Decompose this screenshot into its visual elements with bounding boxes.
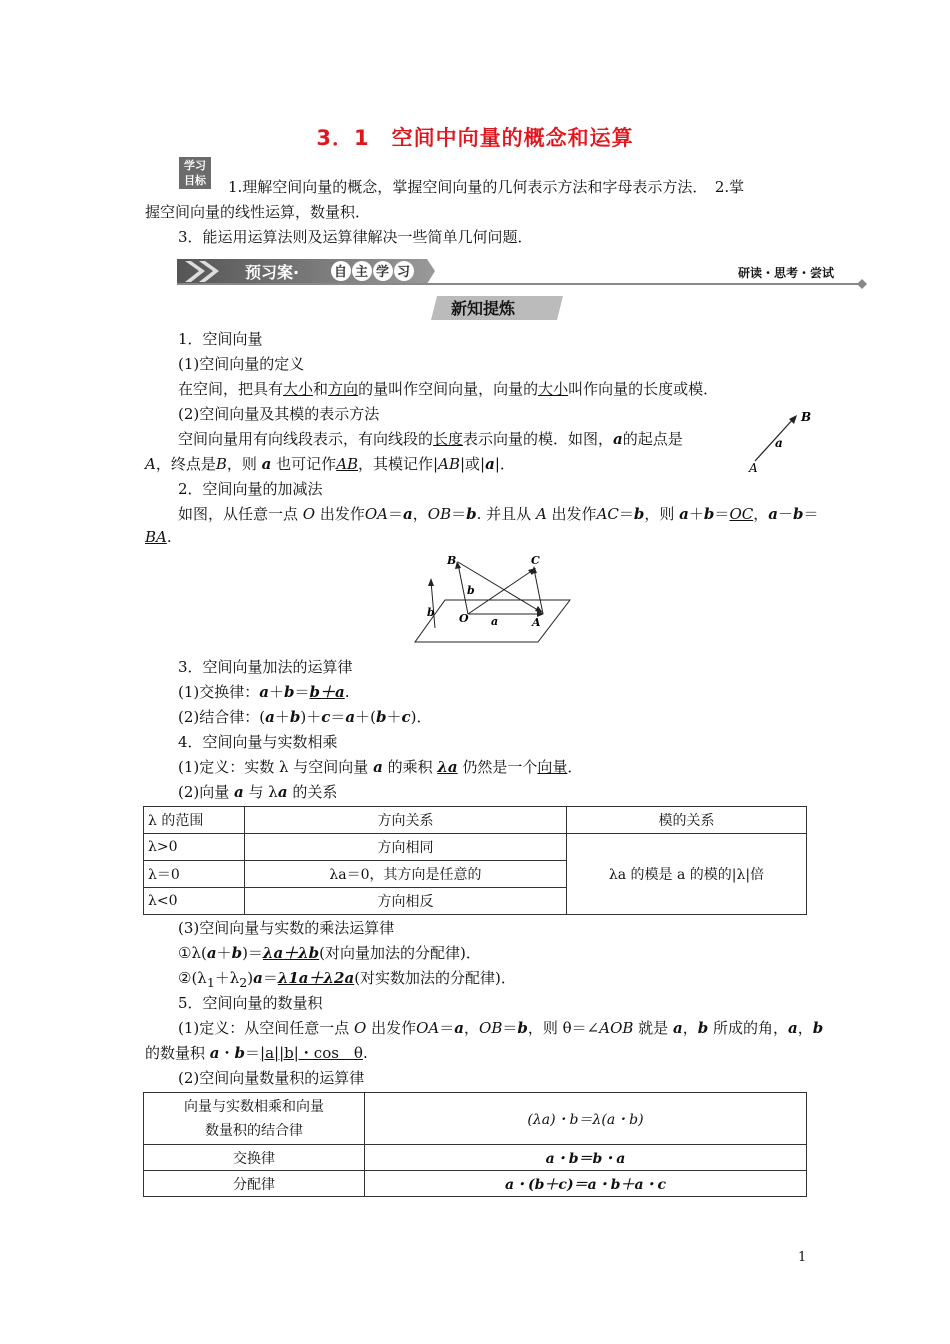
s4-definition: (1)定义：实数 λ 与空间向量 a 的乘积 λa 仍然是一个向量． bbox=[178, 758, 583, 776]
s2-line1: 如图，从任意一点 O 出发作OA＝a，OB＝b. 并且从 A 出发作AC＝b，则 a＋b＝OC，a－b＝ bbox=[178, 505, 819, 523]
s4-law-2: $②(\lambda_1+\lambda_2)a=\lambda 1a+\lambda 2a$(对实数加法的分配律)． bbox=[178, 969, 516, 990]
fig1-label-vec: a bbox=[775, 436, 783, 450]
fig2-label-vec-b2: b bbox=[427, 606, 435, 619]
s3-commutative: (1)交换律：a＋b＝b＋a. bbox=[178, 683, 350, 701]
s5-definition: (1)定义：从空间任意一点 O 出发作OA＝a，OB＝b，则 θ＝∠AOB 就是 a，b 所成的角，a，b bbox=[178, 1019, 824, 1037]
svg-text:习: 习 bbox=[397, 265, 411, 280]
merged-cell: λa 的模是 a 的模的|λ|倍 bbox=[567, 834, 807, 915]
fig2-label-o: O bbox=[459, 612, 469, 625]
s4-relation: (2)向量 a 与 λa 的关系 bbox=[178, 783, 338, 801]
s1-rep1: 空间向量用有向线段表示，有向线段的长度表示向量的模．如图，a的起点是 bbox=[178, 430, 683, 448]
rule-end-diamond-icon bbox=[857, 279, 867, 289]
s5-heading: 5．空间向量的数量积 bbox=[178, 994, 323, 1012]
s4-heading: 4．空间向量与实数相乘 bbox=[178, 733, 338, 751]
preview-banner bbox=[177, 257, 435, 286]
objective-line-2: 握空间向量的线性运算，数量积． bbox=[145, 203, 371, 221]
page-number: 1 bbox=[798, 1250, 807, 1265]
learning-goal-badge: 学习 目标 bbox=[179, 157, 211, 189]
svg-text:自: 自 bbox=[334, 265, 348, 280]
s1-rep2: A，终点是B，则 a 也可记作AB，其模记作|AB|或|a|． bbox=[145, 455, 515, 473]
vector-addition-figure bbox=[413, 548, 571, 646]
s1-heading: 1．空间向量 bbox=[178, 330, 263, 348]
s2-line2: BA. bbox=[145, 528, 172, 546]
svg-text:主: 主 bbox=[355, 265, 369, 280]
s1-definition: 在空间，把具有大小和方向的量叫作空间向量，向量的大小叫作向量的长度或模． bbox=[178, 380, 719, 398]
s5-law-heading: (2)空间向量数量积的运算律 bbox=[178, 1069, 365, 1087]
banner-right-text: 研读・思考・尝试 bbox=[738, 266, 835, 280]
s3-associative: (2)结合律：(a＋b)＋c＝a＋(b＋c)． bbox=[178, 708, 432, 726]
s5-dot-product: 的数量积 a・b＝|a||b|・cos θ. bbox=[145, 1044, 368, 1062]
s1-p1: (1)空间向量的定义 bbox=[178, 355, 305, 373]
fig1-label-b: B bbox=[801, 410, 812, 424]
fig2-label-a-point: A bbox=[532, 616, 541, 629]
dot-product-law-table: 向量与实数相乘和向量 数量积的结合律 (λa)・b＝λ(a・b) 交换律 a・b＝b・a 分配律 a・(b＋c)＝a・b＋a・c bbox=[143, 1092, 807, 1197]
fig2-label-vec-b1: b bbox=[467, 584, 475, 597]
s3-heading: 3．空间向量加法的运算律 bbox=[178, 658, 353, 676]
s4-law-1: ①λ(a＋b)＝λa＋λb(对向量加法的分配律)． bbox=[178, 944, 481, 962]
objective-line-3: 3．能运用运算法则及运算律解决一些简单几何问题． bbox=[178, 228, 533, 246]
banner-rule bbox=[177, 283, 861, 285]
vector-ab-figure bbox=[745, 405, 820, 475]
objective-line-1: 1.理解空间向量的概念，掌握空间向量的几何表示方法和字母表示方法． 2.掌 bbox=[228, 178, 745, 196]
fig2-label-c: C bbox=[531, 554, 540, 567]
s4-law-heading: (3)空间向量与实数的乘法运算律 bbox=[178, 919, 395, 937]
svg-text:学: 学 bbox=[376, 265, 390, 280]
subheading-text: 新知提炼 bbox=[451, 299, 516, 318]
page-title: 3．1 空间中向量的概念和运算 bbox=[316, 126, 634, 150]
subheading-box bbox=[431, 294, 563, 322]
scalar-multiply-table: λ 的范围 方向关系 模的关系 λ>0 方向相同 λa 的模是 a 的模的|λ|倍 λ＝0 λa＝0，其方向是任意的 λ<0 方向相反 bbox=[143, 806, 807, 915]
fig1-label-a: A bbox=[749, 461, 758, 475]
fig2-label-b-point: B bbox=[447, 554, 457, 567]
fig2-label-vec-a: a bbox=[491, 615, 499, 628]
banner-text: 预习案· bbox=[245, 263, 300, 282]
s2-heading: 2．空间向量的加减法 bbox=[178, 480, 323, 498]
s1-p2: (2)空间向量及其模的表示方法 bbox=[178, 405, 380, 423]
